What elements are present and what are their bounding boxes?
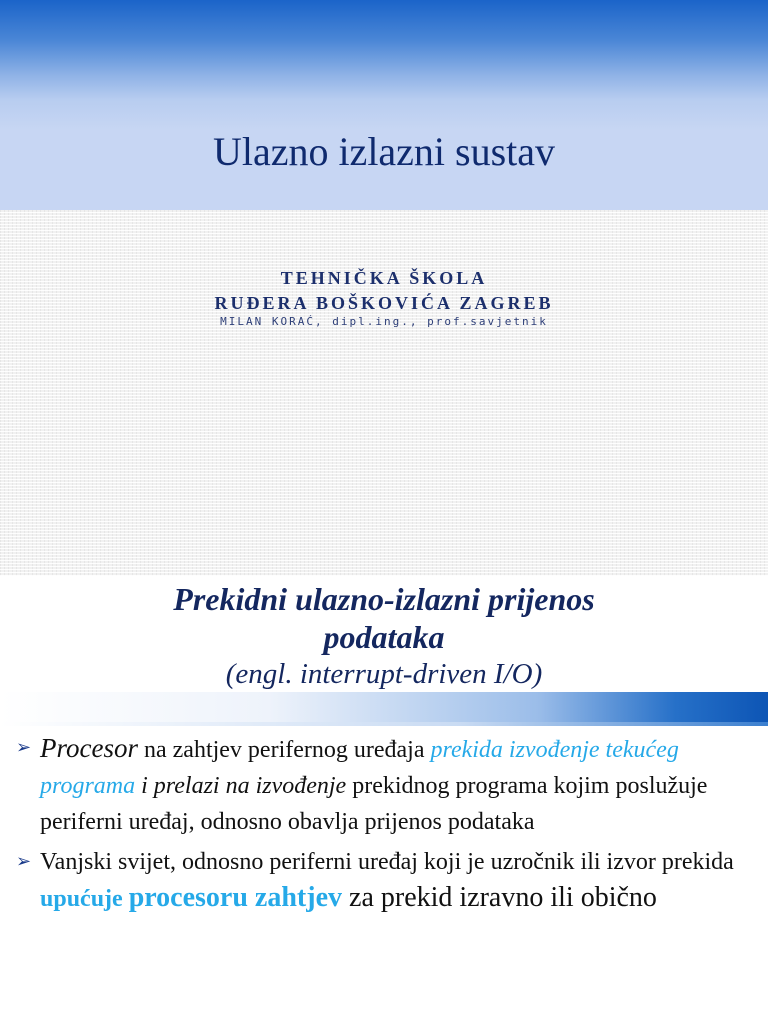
arrow-bullet-icon: ➢ (16, 851, 32, 872)
school-line-1: TEHNIČKA ŠKOLA (280, 268, 488, 288)
bullet2-text-b: za prekid izravno ili obično (342, 882, 657, 913)
bullet1-term: Procesor (40, 733, 138, 763)
bullet-list (14, 730, 760, 921)
school-line-2: RUĐERA BOŠKOVIĆA ZAGREB (214, 293, 554, 313)
bullet1-italic: i prelazi na izvođenje (135, 773, 347, 799)
bullet1-text-b: prekidnog programa kojim poslužuje periferni uređaj, odnosno obavlja prijenos podataka (40, 773, 708, 835)
slide-title: Ulazno izlazni sustav (212, 129, 556, 174)
title-band (0, 0, 768, 210)
subheading: (engl. interrupt-driven I/O) (225, 658, 543, 690)
heading-line-1: Prekidni ulazno-izlazni prijenos (173, 581, 595, 617)
bullet-item-1 (14, 730, 760, 840)
author-line: MILAN KORAĆ, dipl.ing., prof.savjetnik (220, 315, 548, 328)
arrow-bullet-icon: ➢ (16, 737, 32, 758)
bullet2-highlight-b: procesoru zahtjev (128, 882, 343, 913)
bullet2-highlight-a: upućuje (40, 886, 129, 912)
bullet2-text-a: Vanjski svijet, odnosno periferni uređaj koji je uzročnik ili izvor prekida (40, 849, 734, 875)
heading-line-2: podataka (323, 619, 445, 655)
bullet-item-2 (14, 844, 760, 917)
content-slide (0, 576, 768, 1024)
slide-heading (0, 580, 768, 692)
bullet1-text-a: na zahtjev perifernog uređaja (137, 737, 431, 763)
school-name (0, 266, 768, 316)
heading-divider-bar (0, 692, 768, 722)
bullet1-highlight: prekida izvođenje tekućeg programa (40, 737, 679, 799)
